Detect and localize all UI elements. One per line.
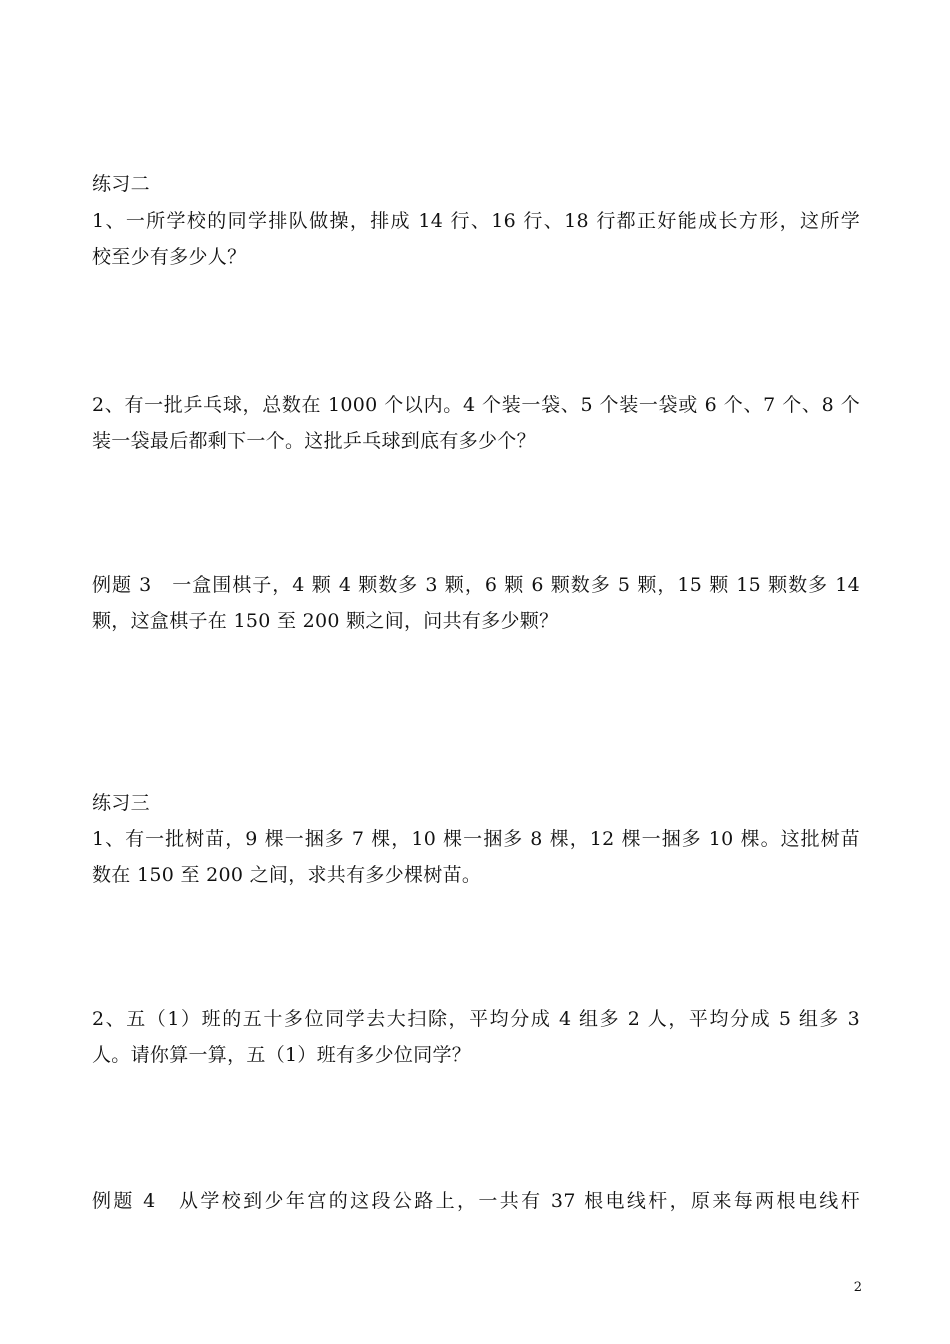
exercise-3-question-1-line-2: 数在 150 至 200 之间，求共有多少棵树苗。 (92, 864, 482, 886)
exercise-2-heading: 练习二 (92, 173, 150, 195)
example-4-line-1: 例题 4 从学校到少年宫的这段公路上，一共有 37 根电线杆，原来每两根电线杆 (92, 1190, 860, 1212)
exercise-2-question-1-line-1: 1、一所学校的同学排队做操，排成 14 行、16 行、18 行都正好能成长方形，这所学 (92, 210, 860, 232)
exercise-3-heading: 练习三 (92, 792, 150, 814)
example-3-line-1: 例题 3 一盒围棋子，4 颗 4 颗数多 3 颗，6 颗 6 颗数多 5 颗，15 颗 15 颗数多 14 (92, 574, 860, 596)
exercise-3-question-2-line-1: 2、五（1）班的五十多位同学去大扫除，平均分成 4 组多 2 人，平均分成 5 组多 3 (92, 1008, 860, 1030)
example-3-line-2: 颗，这盒棋子在 150 至 200 颗之间，问共有多少颗？ (92, 610, 559, 632)
exercise-2-question-1-line-2: 校至少有多少人？ (92, 246, 247, 268)
exercise-2-question-2-line-2: 装一袋最后都剩下一个。这批乒乓球到底有多少个？ (92, 430, 536, 452)
exercise-3-question-2-line-2: 人。请你算一算，五（1）班有多少位同学？ (92, 1044, 472, 1066)
exercise-2-question-2-line-1: 2、有一批乒乓球，总数在 1000 个以内。4 个装一袋、5 个装一袋或 6 个、7 个、8 个 (92, 394, 860, 416)
exercise-3-question-1-line-1: 1、有一批树苗，9 棵一捆多 7 棵，10 棵一捆多 8 棵，12 棵一捆多 10 棵。这批树苗 (92, 828, 860, 850)
page-number: 2 (853, 1280, 862, 1295)
